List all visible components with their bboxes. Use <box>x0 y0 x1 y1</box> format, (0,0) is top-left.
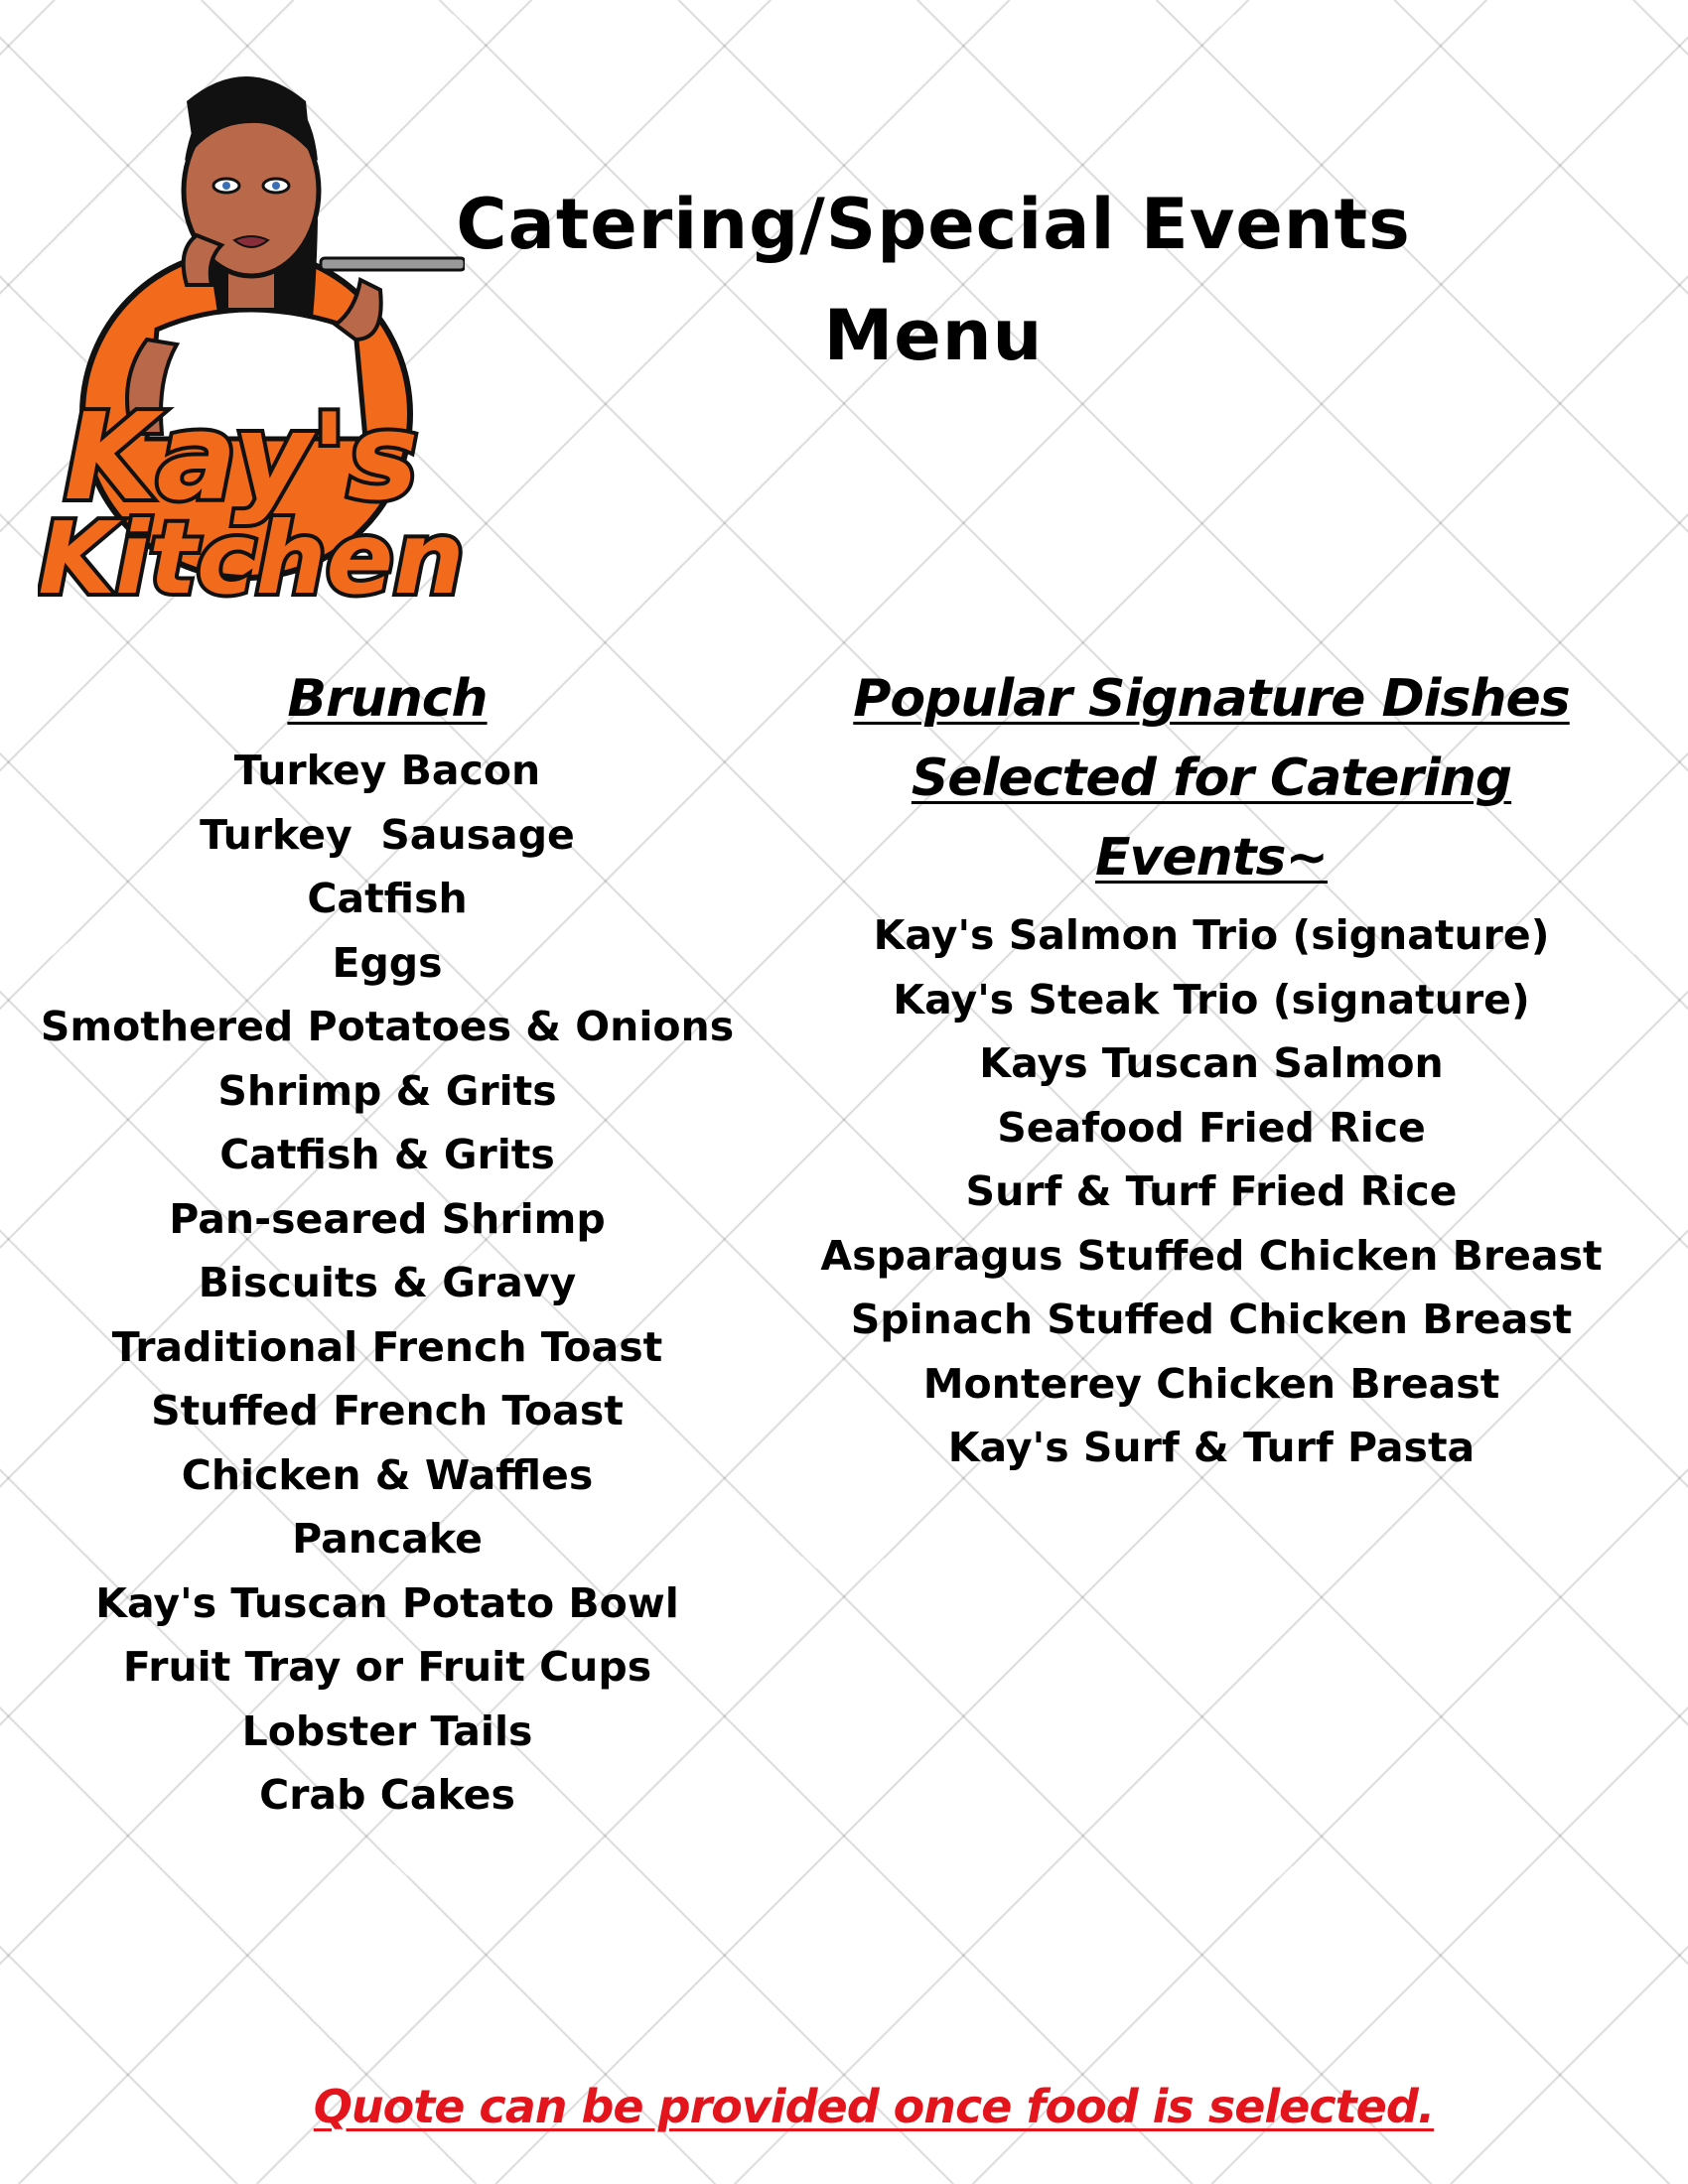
list-item: Kay's Salmon Trio (signature) <box>873 911 1550 959</box>
list-item: Kay's Tuscan Potato Bowl <box>95 1578 679 1627</box>
list-item: Catfish & Grits <box>219 1131 555 1178</box>
svg-text:Kay's: Kay's <box>64 389 419 527</box>
signature-heading-line-1: Popular Signature Dishes <box>853 669 1570 729</box>
list-item: Pancake <box>292 1515 483 1563</box>
list-item: Asparagus Stuffed Chicken Breast <box>820 1231 1603 1280</box>
kays-kitchen-logo <box>38 42 465 608</box>
svg-text:Kitchen: Kitchen <box>38 500 465 608</box>
signature-list <box>794 903 1628 1480</box>
chef-illustration-icon <box>38 42 465 608</box>
brunch-list <box>30 739 745 1828</box>
list-item: Turkey Sausage <box>200 810 575 859</box>
brunch-section <box>30 659 745 1828</box>
list-item: Traditional French Toast <box>111 1322 663 1371</box>
list-item: Pan-seared Shrimp <box>169 1194 606 1243</box>
list-item: Smothered Potatoes & Onions <box>40 1003 735 1050</box>
list-item: Kay's Surf & Turf Pasta <box>947 1424 1476 1471</box>
signature-heading-line-2: Selected for Catering Events~ <box>911 749 1512 887</box>
list-item: Fruit Tray or Fruit Cups <box>122 1643 652 1691</box>
list-item: Lobster Tails <box>241 1706 533 1755</box>
list-item: Biscuits & Gravy <box>198 1259 577 1306</box>
title-line-2: Menu <box>823 295 1044 376</box>
title-line-1: Catering/Special Events <box>456 184 1411 265</box>
list-item: Chicken & Waffles <box>181 1450 594 1499</box>
list-item: Stuffed French Toast <box>151 1387 624 1434</box>
page-title <box>427 169 1440 391</box>
list-item: Catfish <box>307 875 468 922</box>
list-item: Kays Tuscan Salmon <box>979 1039 1444 1087</box>
list-item: Turkey Bacon <box>233 747 541 794</box>
brunch-heading: Brunch <box>287 669 488 729</box>
signature-section <box>794 659 1628 1480</box>
list-item: Surf & Turf Fried Rice <box>965 1167 1458 1215</box>
list-item: Eggs <box>332 938 443 987</box>
list-item: Crab Cakes <box>259 1771 515 1819</box>
quote-note: Quote can be provided once food is selected. <box>313 2080 1435 2133</box>
list-item: Spinach Stuffed Chicken Breast <box>850 1296 1573 1343</box>
list-item: Shrimp & Grits <box>217 1066 557 1115</box>
list-item: Kay's Steak Trio (signature) <box>893 975 1530 1024</box>
list-item: Seafood Fried Rice <box>997 1103 1426 1152</box>
list-item: Monterey Chicken Breast <box>922 1359 1500 1408</box>
